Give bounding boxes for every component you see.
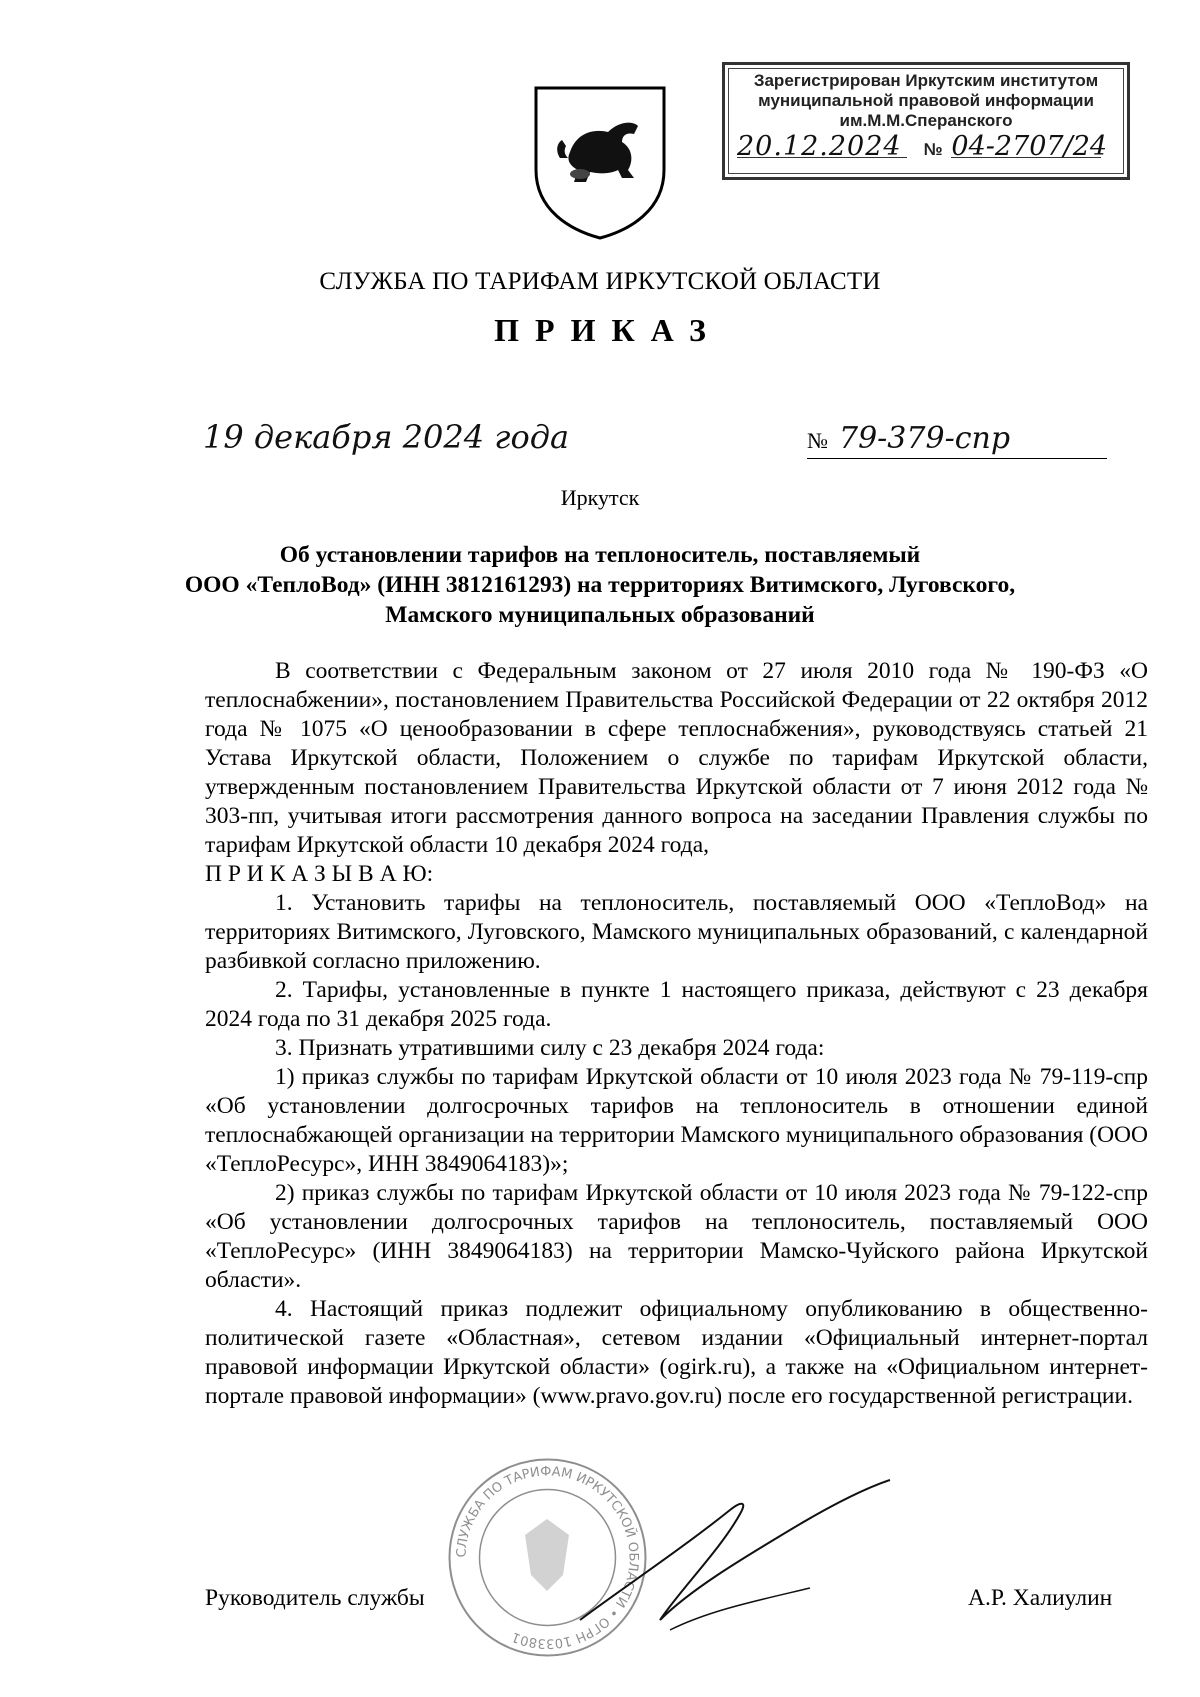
signatory-position: Руководитель службы <box>205 1585 425 1611</box>
stamp-line-2: муниципальной правовой информации <box>758 91 1094 110</box>
signatory-name: А.Р. Халиулин <box>968 1585 1113 1611</box>
order-number-label: № <box>807 428 828 453</box>
item-4-paragraph: 4. Настоящий приказ подлежит официальному опубликованию в общественно-политической газете «Областная», сетевом издании «Официальный интернет-портал правовой информации Иркутской области» (ogirk.ru), а также на «Официальном интернет-портале правовой информации» (www.pravo.gov.ru) после его государственной регистрации. <box>205 1296 1148 1409</box>
stamp-handwritten-number: 04-2707/24 <box>951 131 1108 162</box>
stamp-line-3: им.М.М.Сперанского <box>839 111 1013 130</box>
order-keyword: П Р И К А З Ы В А Ю: <box>205 861 434 887</box>
handwritten-order-date: 19 декабря 2024 года <box>203 418 570 456</box>
item-1-paragraph: 1. Установить тарифы на теплоноситель, поставляемый ООО «ТеплоВод» на территориях Витимского, Луговского, Мамского муниципальных образований, с календарной разбивкой согласно приложению. <box>205 890 1148 974</box>
coat-of-arms-emblem <box>530 82 670 240</box>
city-name: Иркутск <box>560 485 640 510</box>
item-2-paragraph: 2. Тарифы, установленные в пункте 1 настоящего приказа, действуют с 23 декабря 2024 года по 31 декабря 2025 года. <box>205 977 1148 1032</box>
title-line-2: ООО «ТеплоВод» (ИНН 3812161293) на территориях Витимского, Луговского, <box>184 572 1016 598</box>
stamp-line-1: Зарегистрирован Иркутским институтом <box>753 71 1099 90</box>
stamp-number-label: № <box>923 140 943 159</box>
document-type-heading: ПРИКАЗ <box>494 312 722 348</box>
registration-stamp <box>722 62 1130 180</box>
item-3-1-paragraph: 1) приказ службы по тарифам Иркутской области от 10 июля 2023 года № 79-119-спр «Об установлении долгосрочных тарифов на теплоноситель в отношении единой теплоснабжающей организации на территории Мамского муниципального образования (ООО «ТеплоРесурс», ИНН 3849064183)»; <box>205 1064 1148 1177</box>
preamble-paragraph: В соответствии с Федеральным законом от 27 июля 2010 года № 190-ФЗ «О теплоснабжении», постановлением Правительства Российской Федерации от 22 октября 2012 года № 1075 «О ценообразовании в сфере теплоснабжения», руководствуясь статьей 21 Устава Иркутской области, Положением о службе по тарифам Иркутской области, утвержденным постановлением Правительства Иркутской области от 7 июня 2012 года № 303-пп, учитывая итоги рассмотрения данного вопроса на заседании Правления службы по тарифам Иркутской области 10 декабря 2024 года, <box>205 658 1148 858</box>
stamp-handwritten-date: 20.12.2024 <box>737 137 907 158</box>
order-number-field <box>807 418 1107 459</box>
agency-name: СЛУЖБА ПО ТАРИФАМ ИРКУТСКОЙ ОБЛАСТИ <box>319 268 881 295</box>
document-body <box>205 657 1148 1411</box>
item-3-paragraph: 3. Признать утратившими силу с 23 декабря 2024 года: <box>275 1035 825 1061</box>
item-3-2-paragraph: 2) приказ службы по тарифам Иркутской области от 10 июля 2023 года № 79-122-спр «Об установлении долгосрочных тарифов на теплоноситель, поставляемый ООО «ТеплоРесурс» (ИНН 3849064183) на территории Мамско-Чуйского района Иркутской области». <box>205 1180 1148 1293</box>
handwritten-order-number: 79-379-спр <box>839 421 1011 456</box>
title-line-3: Мамского муниципальных образований <box>385 602 815 628</box>
handwritten-signature <box>560 1470 920 1645</box>
seal-ring-text: СЛУЖБА ПО ТАРИФАМ ИРКУТСКОЙ ОБЛАСТИ • ОГРН 1033801 <box>454 1464 641 1651</box>
document-title <box>150 540 1050 630</box>
title-line-1: Об установлении тарифов на теплоноситель, поставляемый <box>279 542 921 568</box>
